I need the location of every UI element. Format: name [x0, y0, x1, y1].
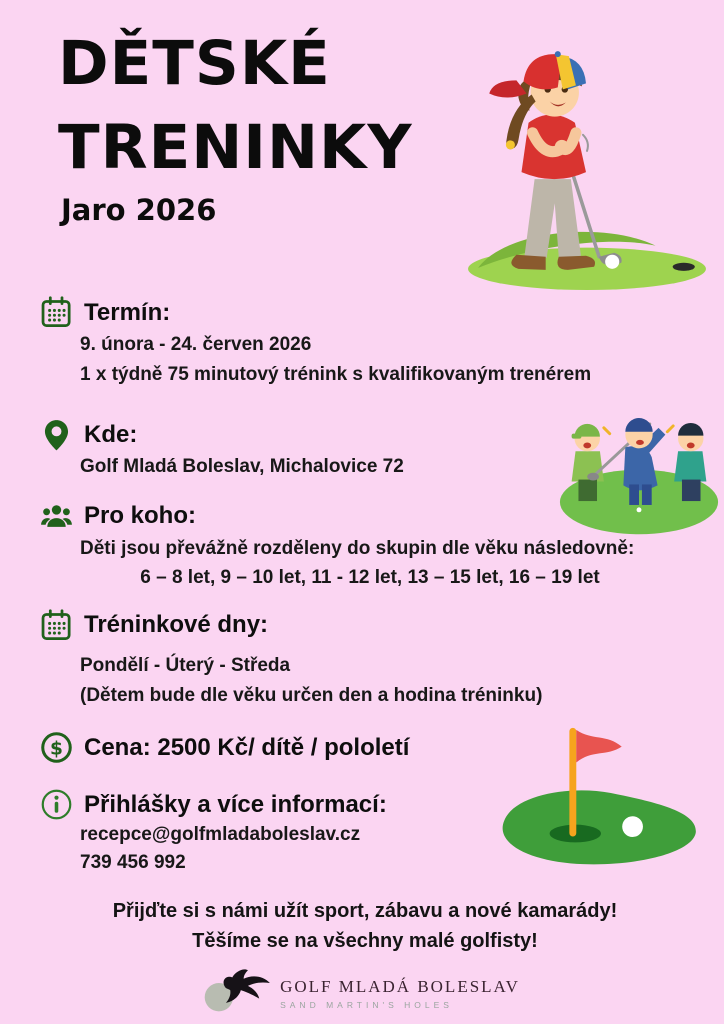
- termin-frequency: 1 x týdně 75 minutový trénink s kvalifikovaným trenérem: [80, 363, 592, 385]
- people-icon: [40, 500, 73, 533]
- swallow-bird-icon: [204, 958, 272, 1018]
- pro-koho-age-groups: 6 – 8 let, 9 – 10 let, 11 - 12 let, 13 – 15 let, 16 – 19 let: [140, 567, 600, 589]
- header: [58, 22, 413, 227]
- location-pin-icon: [40, 418, 73, 451]
- closing-line-1: Přijďte si s námi užít sport, zábavu a nové kamarády!: [112, 900, 618, 923]
- svg-text:$: $: [50, 738, 63, 760]
- pro-koho-heading: Pro koho:: [84, 502, 196, 530]
- logo-name: GOLF MLADÁ BOLESLAV: [280, 977, 520, 996]
- termin-heading: Termín:: [84, 298, 171, 326]
- season-subtitle: Jaro 2026: [61, 193, 217, 228]
- calendar-icon: [40, 609, 73, 642]
- title-line-2: TRENINKY: [58, 111, 413, 183]
- calendar-icon: [40, 296, 73, 329]
- section-kde: [40, 418, 690, 481]
- kde-heading: Kde:: [84, 420, 138, 448]
- title-line-1: DĚTSKÉ: [58, 28, 331, 99]
- section-termin: [40, 296, 690, 388]
- contact-email: recepce@golfmladaboleslav.cz: [80, 824, 361, 846]
- contact-phone: 739 456 992: [80, 851, 186, 873]
- closing-line-2: Těšíme se na všechny malé golfisty!: [192, 930, 538, 953]
- closing-message: [40, 896, 690, 956]
- kde-address: Golf Mladá Boleslav, Michalovice 72: [80, 456, 404, 478]
- dollar-circle-icon: [40, 731, 73, 764]
- section-pro-koho: [40, 500, 690, 592]
- page-title: [58, 22, 413, 189]
- section-treninkove-dny: [40, 609, 690, 709]
- termin-dates: 9. února - 24. červen 2026: [80, 334, 312, 355]
- girl-golfer-illustration: [458, 36, 716, 290]
- treninkove-dny-days: Pondělí - Úterý - Středa: [80, 654, 291, 676]
- pro-koho-description: Děti jsou převážně rozděleny do skupin dle věku následovně:: [80, 537, 635, 559]
- info-circle-icon: [40, 788, 73, 821]
- footer-logo: [0, 958, 724, 1018]
- golf-green-flag-illustration: [490, 718, 708, 876]
- cena-heading: Cena: 2500 Kč/ dítě / pololetí: [84, 733, 410, 761]
- treninkove-dny-note: (Dětem bude dle věku určen den a hodina tréninku): [80, 684, 543, 706]
- logo-tagline: SAND MARTIN'S HOLES: [280, 1000, 453, 1010]
- info-heading: Přihlášky a více informací:: [84, 790, 387, 818]
- treninkove-dny-heading: Tréninkové dny:: [84, 611, 269, 639]
